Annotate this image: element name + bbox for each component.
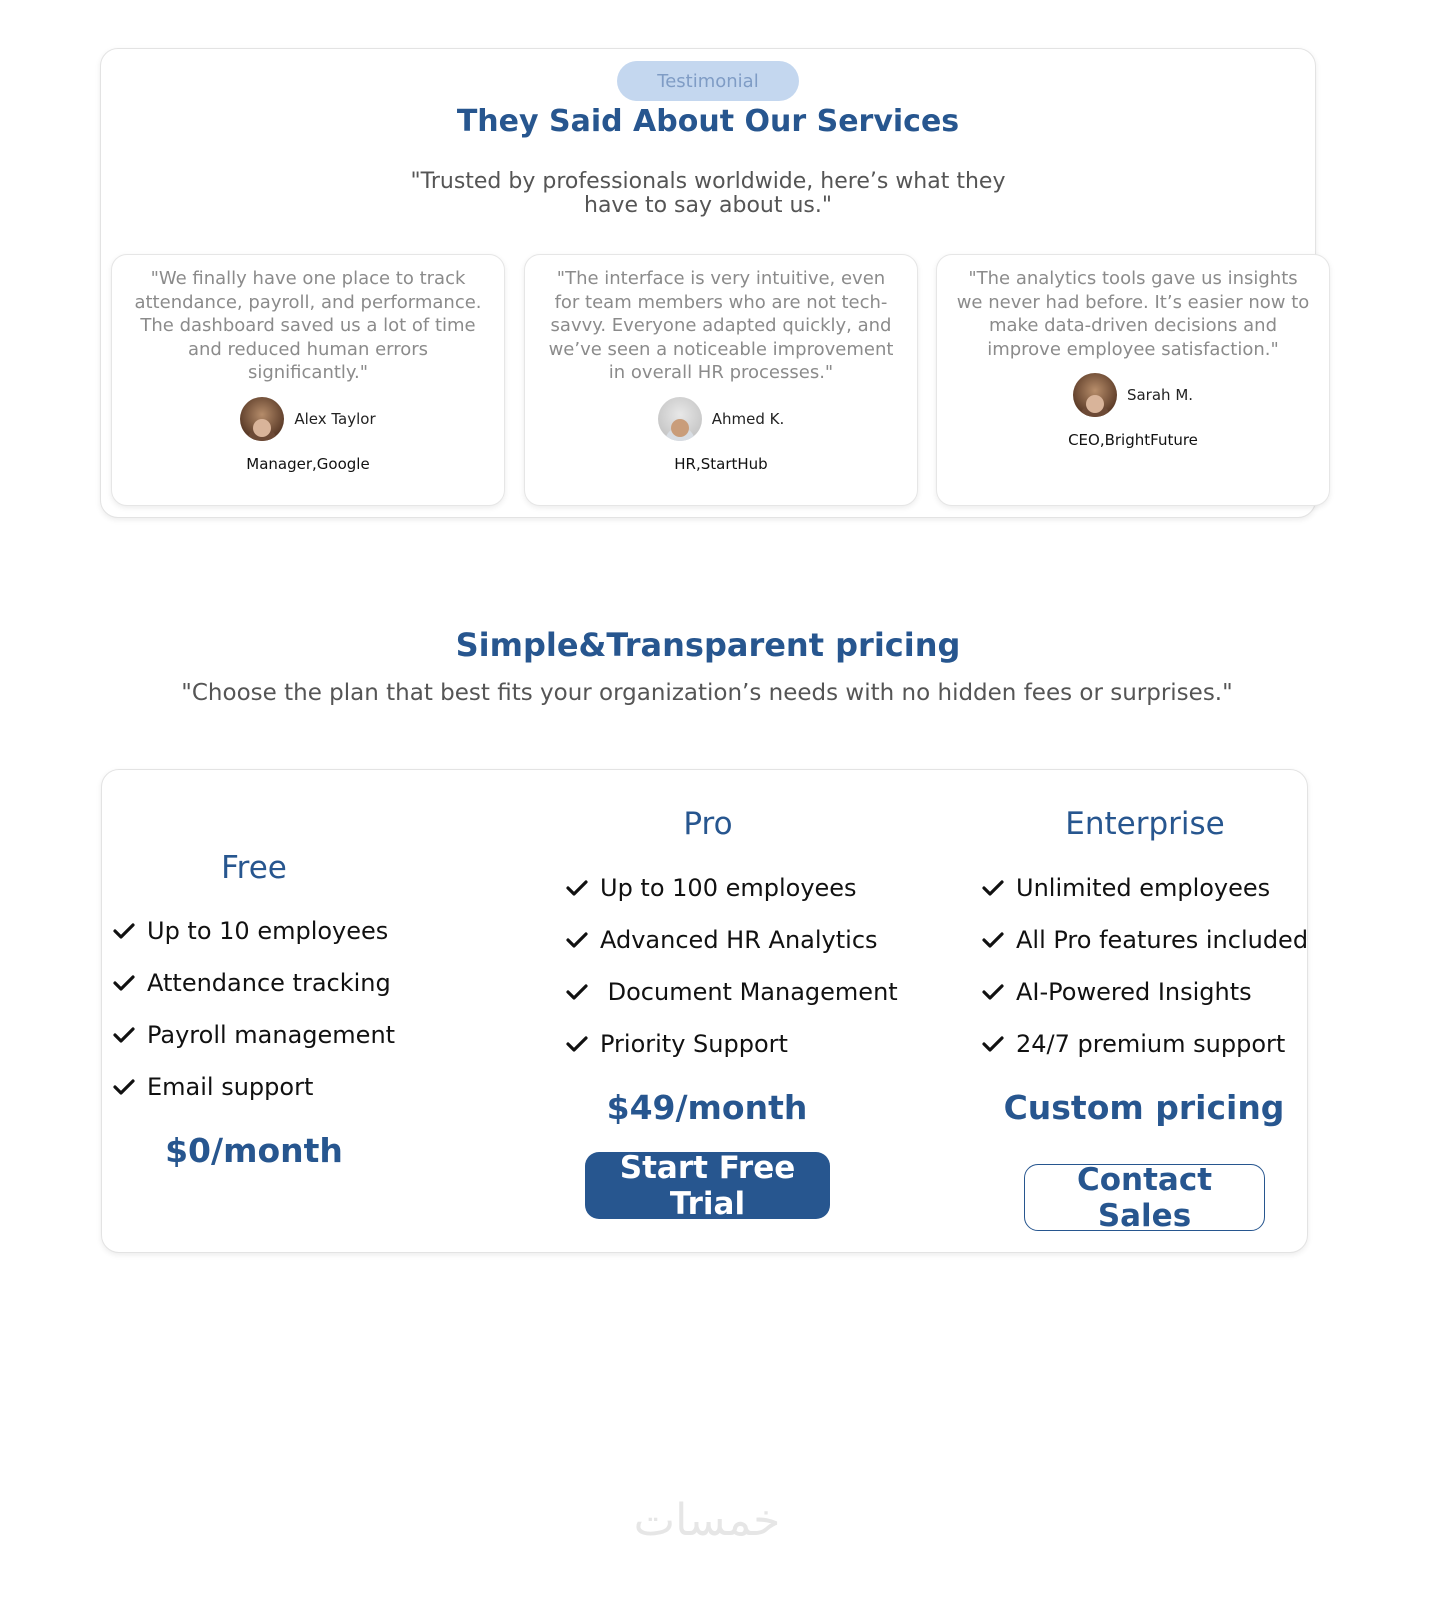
plan-name-free: Free (221, 850, 287, 886)
testimonial-quote: "We finally have one place to track attendance, payroll, and performance. The dashboard saved us a lot of time and reduced human errors significantly." (134, 268, 482, 383)
author-name: Alex Taylor (294, 409, 376, 428)
testimonial-card (936, 254, 1330, 506)
check-icon (982, 879, 1004, 897)
author-role: Manager,Google (246, 454, 370, 473)
author-name: Sarah M. (1126, 386, 1194, 404)
testimonial-author (543, 397, 899, 441)
testimonial-card (524, 254, 918, 506)
check-icon (113, 1026, 135, 1044)
check-icon (113, 974, 135, 992)
plan-feature: Up to 100 employees (566, 874, 857, 902)
plan-feature: Unlimited employees (982, 874, 1270, 902)
testimonial-quote: "The analytics tools gave us insights we never had before. It’s easier now to make data-driven decisions and improve employee satisfaction." (956, 268, 1310, 360)
contact-sales-button[interactable]: Contact Sales (1024, 1164, 1265, 1231)
testimonial-author (955, 373, 1311, 417)
plan-feature: 24/7 premium support (982, 1030, 1285, 1058)
check-icon (982, 931, 1004, 949)
testimonial-subtitle: "Trusted by professionals worldwide, here’s what they have to say about us." (410, 169, 1006, 218)
plan-price-pro: $49/month (606, 1088, 808, 1127)
author-role: CEO,BrightFuture (1068, 431, 1198, 449)
avatar (1073, 373, 1117, 417)
pricing-title: Simple&Transparent pricing (455, 626, 961, 664)
plan-feature: Email support (113, 1073, 313, 1101)
author-name: Ahmed K. (711, 409, 785, 428)
check-icon (113, 1078, 135, 1096)
plan-name-pro: Pro (683, 806, 733, 842)
testimonial-badge: Testimonial (617, 61, 799, 101)
check-icon (566, 879, 588, 897)
plan-feature: Attendance tracking (113, 969, 391, 997)
avatar (658, 397, 702, 441)
plan-feature: AI-Powered Insights (982, 978, 1252, 1006)
check-icon (566, 1035, 588, 1053)
pricing-subtitle: "Choose the plan that best fits your organization’s needs with no hidden fees or surprises." (181, 680, 1233, 706)
plan-price-free: $0/month (165, 1131, 343, 1170)
plan-feature: Advanced HR Analytics (566, 926, 878, 954)
testimonial-author (130, 397, 486, 441)
testimonial-quote: "The interface is very intuitive, even for team members who are not tech-savvy. Everyone adapted quickly, and we’ve seen a noticeable improvement in overall HR processes." (548, 268, 894, 383)
plan-feature: All Pro features included (982, 926, 1308, 954)
plan-name-enterprise: Enterprise (1065, 806, 1225, 842)
check-icon (982, 983, 1004, 1001)
plan-price-enterprise: Custom pricing (1003, 1088, 1285, 1127)
plan-feature: Payroll management (113, 1021, 395, 1049)
plan-feature: Priority Support (566, 1030, 788, 1058)
check-icon (566, 931, 588, 949)
watermark-logo: خمسات (633, 1495, 781, 1546)
avatar (240, 397, 284, 441)
start-free-trial-button[interactable]: Start Free Trial (585, 1152, 830, 1219)
check-icon (982, 1035, 1004, 1053)
plan-feature: Document Management (566, 978, 898, 1006)
check-icon (113, 922, 135, 940)
check-icon (566, 983, 588, 1001)
plan-feature: Up to 10 employees (113, 917, 388, 945)
author-role: HR,StartHub (674, 454, 768, 473)
testimonial-title: They Said About Our Services (456, 104, 960, 139)
testimonial-card (111, 254, 505, 506)
